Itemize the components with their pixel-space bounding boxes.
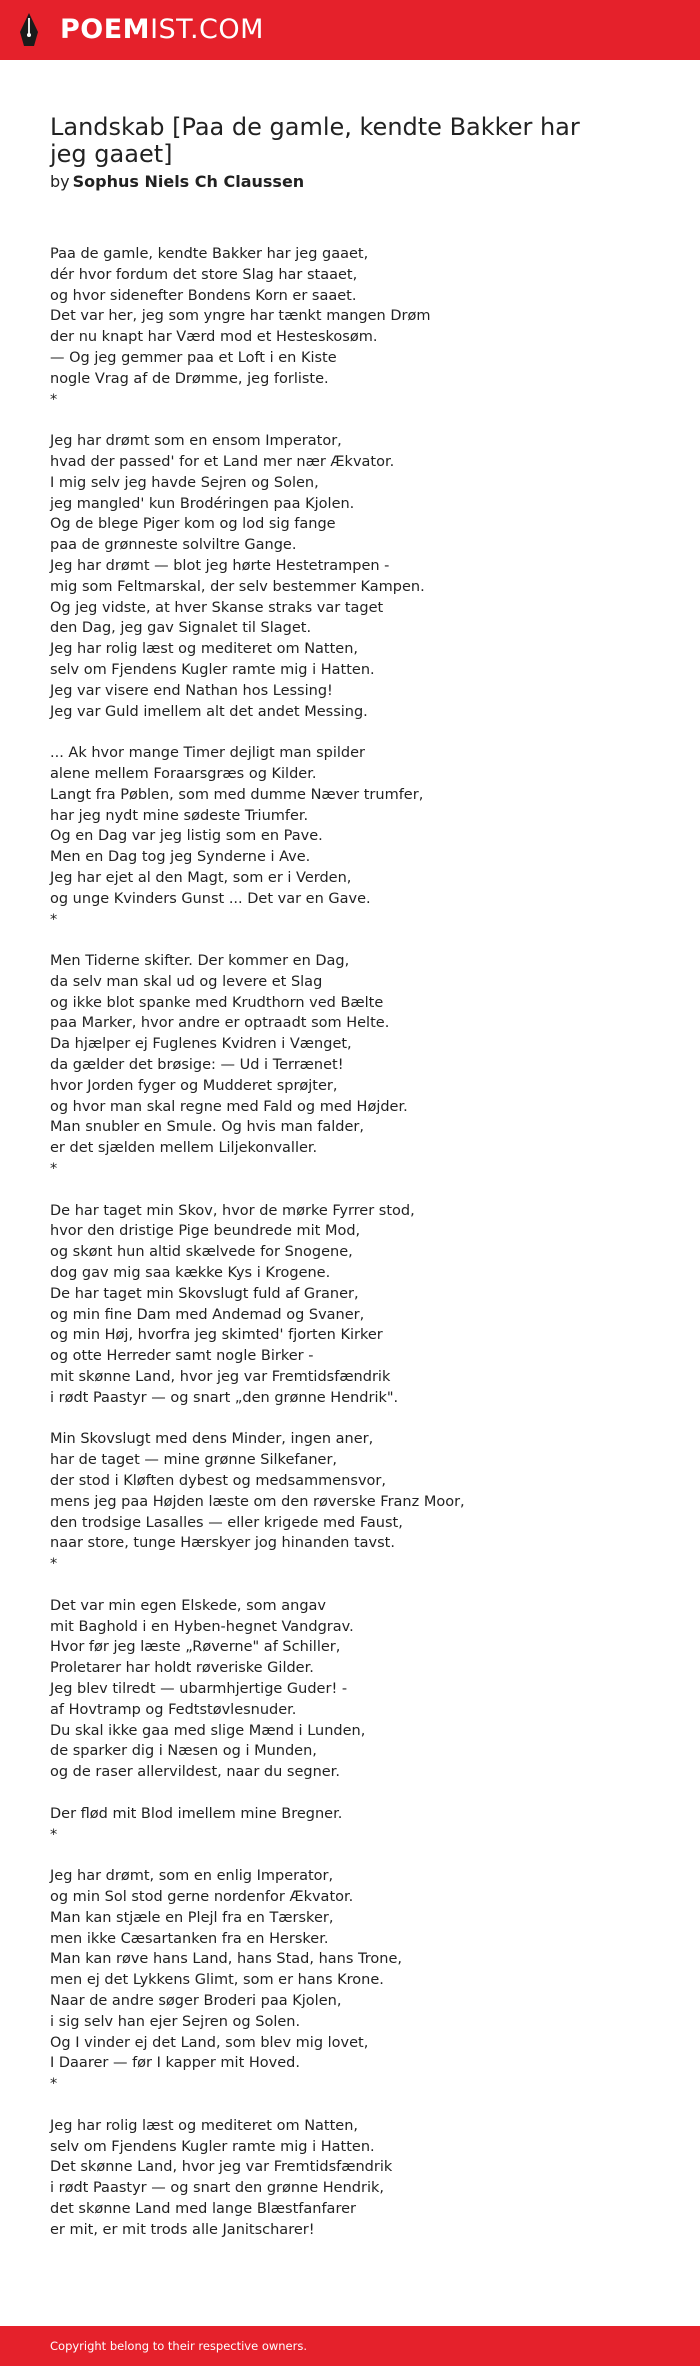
poem-line: mit Baghold i en Hyben-hegnet Vandgrav. — [50, 1618, 354, 1635]
poem-line: i rødt Paastyr — og snart „den grønne Hendrik". — [50, 1389, 399, 1406]
poem-line: — Og jeg gemmer paa et Loft i en Kiste — [50, 349, 337, 366]
poem-line: * — [50, 2076, 58, 2093]
poem-line: og hvor sidenefter Bondens Korn er saaet. — [50, 287, 357, 304]
poem-line: Da hjælper ej Fuglenes Kvidren i Vænget, — [50, 1036, 352, 1053]
poem-line: Hvor før jeg læste „Røverne" af Schiller, — [50, 1639, 341, 1656]
poem-line: af Hovtramp og Fedtstøvlesnuder. — [50, 1701, 297, 1718]
stanza — [50, 1201, 650, 1409]
poem-line: og unge Kvinders Gunst ... Det var en Gave. — [50, 890, 371, 907]
poem-line: Jeg har ejet al den Magt, som er i Verden, — [50, 869, 352, 886]
poem-line: Jeg har drømt, som en enlig Imperator, — [50, 1868, 334, 1885]
site-header — [0, 0, 700, 60]
poem-line: de sparker dig i Næsen og i Munden, — [50, 1743, 317, 1760]
poem-line: dér hvor fordum det store Slag har staaet, — [50, 266, 358, 283]
poem-line: da selv man skal ud og levere et Slag — [50, 973, 323, 990]
poem-line: der nu knapt har Værd mod et Hesteskosøm. — [50, 329, 378, 346]
poem-line: og min Sol stod gerne nordenfor Ækvator. — [50, 1888, 354, 1905]
poem-line: og otte Herreder samt nogle Birker - — [50, 1348, 314, 1365]
stanza — [50, 431, 650, 722]
poem-line: da gælder det brøsige: — Ud i Terrænet! — [50, 1057, 344, 1074]
poem-line: Det var min egen Elskede, som angav — [50, 1597, 327, 1614]
copyright-text: Copyright belong to their respective owners. — [50, 2339, 308, 2353]
poem-line: Man snubler en Smule. Og hvis man falder, — [50, 1119, 364, 1136]
poem-line: paa Marker, hvor andre er optraadt som Helte. — [50, 1015, 390, 1032]
stanza — [50, 951, 650, 1180]
poem-line: Min Skovslugt med dens Minder, ingen aner, — [50, 1431, 374, 1448]
poem-line: nogle Vrag af de Drømme, jeg forliste. — [50, 370, 329, 387]
poem-line: Og I vinder ej det Land, som blev mig lovet, — [50, 2034, 369, 2051]
poem-line: mig som Feltmarskal, der selv bestemmer Kampen. — [50, 578, 425, 595]
poem-line: Det skønne Land, hvor jeg var Fremtidsfændrik — [50, 2159, 393, 2176]
poem-line: selv om Fjendens Kugler ramte mig i Hatten. — [50, 661, 375, 678]
poem-line: den Dag, jeg gav Signalet til Slaget. — [50, 620, 312, 637]
poem-line: der stod i Kløften dybest og medsammensvor, — [50, 1473, 386, 1490]
poem-line: har jeg nydt mine sødeste Triumfer. — [50, 807, 309, 824]
poem-line: Der flød mit Blod imellem mine Bregner. — [50, 1805, 343, 1822]
poem-line: har de taget — mine grønne Silkefaner, — [50, 1452, 338, 1469]
poem-title: Landskab [Paa de gamle, kendte Bakker har jeg gaaet] — [50, 113, 580, 168]
poem-line: men ikke Cæsartanken fra en Hersker. — [50, 1930, 329, 1947]
poem-line: * — [50, 1826, 58, 1843]
poem-line: Jeg har drømt som en ensom Imperator, — [50, 433, 342, 450]
poem-line: * — [50, 391, 58, 408]
stanza — [50, 1596, 650, 1783]
poem-line: Du skal ikke gaa med slige Mænd i Lunden, — [50, 1722, 366, 1739]
poem-line: den trodsige Lasalles — eller krigede med Faust, — [50, 1514, 403, 1531]
logo-text: POEMIST.COM — [60, 14, 264, 45]
poem-line: Naar de andre søger Broderi paa Kjolen, — [50, 1992, 342, 2009]
poem-byline — [50, 171, 304, 193]
poem-line: hvad der passed' for et Land mer nær Ækvator. — [50, 453, 395, 470]
poem-line: og skønt hun altid skælvede for Snogene, — [50, 1244, 353, 1261]
poem-line: Men en Dag tog jeg Synderne i Ave. — [50, 849, 311, 866]
poem-line: * — [50, 1161, 58, 1178]
poem-line: og de raser allervildest, naar du segner. — [50, 1764, 340, 1781]
poem-line: Proletarer har holdt røveriske Gilder. — [50, 1660, 314, 1677]
poem-line: hvor Jorden fyger og Mudderet sprøjter, — [50, 1077, 338, 1094]
poem-line: Jeg blev tilredt — ubarmhjertige Guder! - — [50, 1680, 348, 1697]
poem-line: og min Høj, hvorfra jeg skimted' fjorten Kirker — [50, 1327, 383, 1344]
poem-line: ... Ak hvor mange Timer dejligt man spilder — [50, 745, 365, 762]
stanza — [50, 244, 650, 410]
poem-line: Paa de gamle, kendte Bakker har jeg gaaet, — [50, 246, 369, 262]
site-footer — [0, 2326, 700, 2366]
poem-line: Jeg har drømt — blot jeg hørte Hestetrampen - — [50, 557, 390, 574]
stanza — [50, 1866, 650, 2095]
poem-line: Og de blege Piger kom og lod sig fange — [50, 516, 336, 533]
poem-line: er det sjælden mellem Liljekonvaller. — [50, 1140, 318, 1157]
poem-line: mit skønne Land, hvor jeg var Fremtidsfændrik — [50, 1369, 391, 1386]
poem-line: * — [50, 1556, 58, 1573]
poem-line: Jeg har rolig læst og mediteret om Natten, — [50, 2117, 359, 2134]
poem-line: i sig selv han ejer Sejren og Solen. — [50, 2013, 301, 2030]
by-label: by — [50, 172, 70, 191]
poem-line: men ej det Lykkens Glimt, som er hans Krone. — [50, 1972, 384, 1989]
poem-line: dog gav mig saa kække Kys i Krogene. — [50, 1265, 331, 1282]
poem-line: og hvor man skal regne med Fald og med Højder. — [50, 1098, 408, 1115]
poem-line: Jeg var Guld imellem alt det andet Messing. — [50, 703, 368, 720]
poem-line: paa de grønneste solviltre Gange. — [50, 537, 297, 554]
poem-line: Og en Dag var jeg listig som en Pave. — [50, 828, 323, 845]
poem-line: selv om Fjendens Kugler ramte mig i Hatten. — [50, 2138, 375, 2155]
poem-line: I mig selv jeg havde Sejren og Solen, — [50, 474, 319, 491]
stanza — [50, 1429, 650, 1575]
poem-line: og min fine Dam med Andemad og Svaner, — [50, 1306, 365, 1323]
poem-line: Man kan stjæle en Plejl fra en Tærsker, — [50, 1909, 334, 1926]
poem-line: og ikke blot spanke med Krudthorn ved Bælte — [50, 994, 384, 1011]
poem-line: Man kan røve hans Land, hans Stad, hans Trone, — [50, 1951, 402, 1968]
stanza — [50, 1804, 650, 1846]
poem-line: Og jeg vidste, at hver Skanse straks var taget — [50, 599, 384, 616]
poem-line: alene mellem Foraarsgræs og Kilder. — [50, 765, 317, 782]
poem-line: Men Tiderne skifter. Der kommer en Dag, — [50, 953, 350, 970]
poem-line: naar store, tunge Hærskyer jog hinanden tavst. — [50, 1535, 395, 1552]
stanza — [50, 2116, 650, 2241]
poem-line: jeg mangled' kun Brodéringen paa Kjolen. — [50, 495, 355, 512]
poem-line: Jeg var visere end Nathan hos Lessing! — [50, 682, 333, 699]
poem-line: mens jeg paa Højden læste om den røverske Franz Moor, — [50, 1493, 465, 1510]
poem-line: hvor den dristige Pige beundrede mit Mod, — [50, 1223, 361, 1240]
poem-body — [50, 244, 650, 2261]
poem-line: er mit, er mit trods alle Janitscharer! — [50, 2221, 315, 2238]
poem-line: De har taget min Skovslugt fuld af Graner, — [50, 1285, 359, 1302]
author-link[interactable]: Sophus Niels Ch Claussen — [72, 172, 305, 191]
stanza — [50, 743, 650, 930]
poem-line: Jeg har rolig læst og mediteret om Natten, — [50, 641, 359, 658]
poem-line: * — [50, 911, 58, 928]
poem-line: I Daarer — før I kapper mit Hoved. — [50, 2055, 300, 2072]
pen-nib-icon — [18, 12, 40, 48]
site-logo[interactable] — [18, 12, 264, 48]
poem-line: Langt fra Pøblen, som med dumme Næver trumfer, — [50, 786, 424, 803]
poem-line: det skønne Land med lange Blæstfanfarer — [50, 2200, 356, 2217]
poem-line: Det var her, jeg som yngre har tænkt mangen Drøm — [50, 308, 431, 325]
poem-line: De har taget min Skov, hvor de mørke Fyrrer stod, — [50, 1202, 415, 1219]
poem-line: i rødt Paastyr — og snart den grønne Hendrik, — [50, 2180, 384, 2197]
